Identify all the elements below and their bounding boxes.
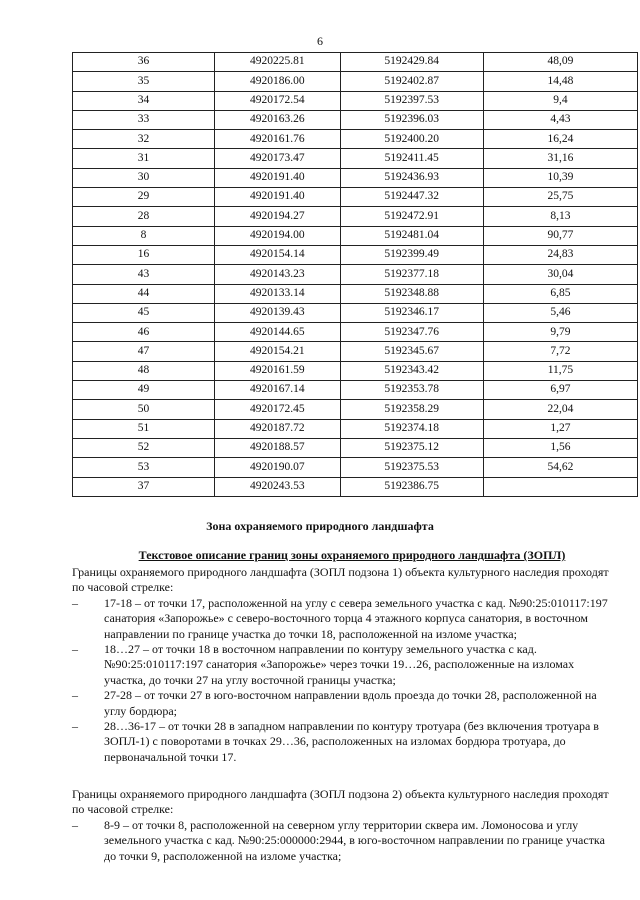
y-coordinate-cell: 5192436.93 (340, 168, 483, 187)
table-row (73, 400, 638, 419)
distance-cell: 48,09 (483, 53, 637, 72)
dash-bullet: – (72, 817, 78, 832)
table-row (73, 207, 638, 226)
x-coordinate-cell: 4920154.21 (215, 342, 340, 361)
x-coordinate-cell: 4920188.57 (215, 438, 340, 457)
table-row (73, 72, 638, 91)
point-number-cell: 29 (73, 188, 215, 207)
list-item (72, 688, 612, 719)
distance-cell: 30,04 (483, 265, 637, 284)
x-coordinate-cell: 4920187.72 (215, 419, 340, 438)
list-item (72, 818, 612, 864)
point-number-cell: 48 (73, 361, 215, 380)
y-coordinate-cell: 5192396.03 (340, 110, 483, 129)
dash-bullet: – (72, 595, 78, 610)
table-row (73, 284, 638, 303)
point-number-cell: 16 (73, 245, 215, 264)
y-coordinate-cell: 5192347.76 (340, 323, 483, 342)
dash-bullet: – (72, 719, 78, 734)
table-row (73, 188, 638, 207)
dash-bullet: – (72, 642, 78, 657)
distance-cell: 9,4 (483, 91, 637, 110)
table-row (73, 323, 638, 342)
distance-cell: 10,39 (483, 168, 637, 187)
y-coordinate-cell: 5192400.20 (340, 130, 483, 149)
x-coordinate-cell: 4920144.65 (215, 323, 340, 342)
table-row (73, 91, 638, 110)
table-row (73, 130, 638, 149)
distance-cell: 11,75 (483, 361, 637, 380)
point-number-cell: 43 (73, 265, 215, 284)
coordinates-table (72, 52, 638, 497)
x-coordinate-cell: 4920190.07 (215, 458, 340, 477)
dash-bullet: – (72, 688, 78, 703)
distance-cell: 5,46 (483, 303, 637, 322)
distance-cell (483, 477, 637, 496)
page-number: 6 (317, 34, 323, 48)
distance-cell: 54,62 (483, 458, 637, 477)
point-number-cell: 34 (73, 91, 215, 110)
y-coordinate-cell: 5192345.67 (340, 342, 483, 361)
table-row (73, 53, 638, 72)
y-coordinate-cell: 5192377.18 (340, 265, 483, 284)
x-coordinate-cell: 4920194.27 (215, 207, 340, 226)
distance-cell: 6,85 (483, 284, 637, 303)
list-item-text: 18…27 – от точки 18 в восточном направлении по контуру земельного участка с кад. №90:25:010117:197 санатория «Запорожье» через точки 19…26, расположенные на изломах участка, до точки 27 на углу восточной границы участка; (104, 642, 575, 687)
distance-cell: 4,43 (483, 110, 637, 129)
point-number-cell: 32 (73, 130, 215, 149)
point-number-cell: 51 (73, 419, 215, 438)
table-row (73, 265, 638, 284)
x-coordinate-cell: 4920143.23 (215, 265, 340, 284)
distance-cell: 24,83 (483, 245, 637, 264)
subzone-1-description (72, 565, 612, 765)
list-item-text: 17-18 – от точки 17, расположенной на углу с севера земельного участка с кад. №90:25:010117:197 санатория «Запорожье» с северо-восточного торца 4 этажного корпуса санатория, в восточном направлении по границе участка до точки 18, расположенной на изломе участка; (104, 595, 608, 641)
table-row (73, 226, 638, 245)
y-coordinate-cell: 5192429.84 (340, 53, 483, 72)
point-number-cell: 52 (73, 438, 215, 457)
y-coordinate-cell: 5192374.18 (340, 419, 483, 438)
table-row (73, 438, 638, 457)
subzone-1-list (72, 596, 612, 765)
y-coordinate-cell: 5192386.75 (340, 477, 483, 496)
list-item (72, 596, 612, 642)
table-row (73, 458, 638, 477)
section-title: Зона охраняемого природного ландшафта (206, 519, 434, 533)
point-number-cell: 53 (73, 458, 215, 477)
x-coordinate-cell: 4920133.14 (215, 284, 340, 303)
table-row (73, 168, 638, 187)
x-coordinate-cell: 4920173.47 (215, 149, 340, 168)
distance-cell: 1,56 (483, 438, 637, 457)
x-coordinate-cell: 4920186.00 (215, 72, 340, 91)
y-coordinate-cell: 5192481.04 (340, 226, 483, 245)
x-coordinate-cell: 4920194.00 (215, 226, 340, 245)
y-coordinate-cell: 5192411.45 (340, 149, 483, 168)
y-coordinate-cell: 5192375.12 (340, 438, 483, 457)
y-coordinate-cell: 5192472.91 (340, 207, 483, 226)
y-coordinate-cell: 5192348.88 (340, 284, 483, 303)
x-coordinate-cell: 4920139.43 (215, 303, 340, 322)
subsection-title: Текстовое описание границ зоны охраняемого природного ландшафта (ЗОПЛ) (138, 548, 566, 562)
point-number-cell: 50 (73, 400, 215, 419)
point-number-cell: 30 (73, 168, 215, 187)
point-number-cell: 47 (73, 342, 215, 361)
x-coordinate-cell: 4920225.81 (215, 53, 340, 72)
point-number-cell: 45 (73, 303, 215, 322)
table-row (73, 361, 638, 380)
y-coordinate-cell: 5192399.49 (340, 245, 483, 264)
subzone-1-intro: Границы охраняемого природного ландшафта (ЗОПЛ подзона 1) объекта культурного наследия проходят по часовой стрелке: (72, 565, 609, 595)
subzone-2-intro: Границы охраняемого природного ландшафта (ЗОПЛ подзона 2) объекта культурного наследия проходят по часовой стрелке: (72, 787, 609, 817)
distance-cell: 8,13 (483, 207, 637, 226)
list-item (72, 719, 612, 765)
table-row (73, 419, 638, 438)
list-item-text: 28…36-17 – от точки 28 в западном направлении по контуру тротуара (без включения тротуара в ЗОПЛ-1) с поворотами в точках 29…36, расположенных на изломах бордюра тротуара, до первоначальной точки 17. (104, 719, 599, 764)
list-item-text: 8-9 – от точки 8, расположенной на северном углу территории сквера им. Ломоносова и углу земельного участка с кад. №90:25:000000:2944, в юго-восточном направлении по границе участка до точки 9, расположенной на изломе участка; (104, 817, 605, 863)
point-number-cell: 33 (73, 110, 215, 129)
subzone-2-description (72, 787, 612, 864)
point-number-cell: 46 (73, 323, 215, 342)
distance-cell: 9,79 (483, 323, 637, 342)
table-row (73, 477, 638, 496)
x-coordinate-cell: 4920172.45 (215, 400, 340, 419)
x-coordinate-cell: 4920172.54 (215, 91, 340, 110)
distance-cell: 6,97 (483, 381, 637, 400)
y-coordinate-cell: 5192346.17 (340, 303, 483, 322)
x-coordinate-cell: 4920243.53 (215, 477, 340, 496)
distance-cell: 14,48 (483, 72, 637, 91)
table-row (73, 245, 638, 264)
point-number-cell: 31 (73, 149, 215, 168)
y-coordinate-cell: 5192358.29 (340, 400, 483, 419)
list-item-text: 27-28 – от точки 27 в юго-восточном направлении вдоль проезда до точки 28, расположенной на углу бордюра; (104, 688, 597, 718)
point-number-cell: 49 (73, 381, 215, 400)
table-row (73, 149, 638, 168)
point-number-cell: 35 (73, 72, 215, 91)
y-coordinate-cell: 5192343.42 (340, 361, 483, 380)
x-coordinate-cell: 4920163.26 (215, 110, 340, 129)
point-number-cell: 36 (73, 53, 215, 72)
x-coordinate-cell: 4920191.40 (215, 168, 340, 187)
x-coordinate-cell: 4920154.14 (215, 245, 340, 264)
point-number-cell: 37 (73, 477, 215, 496)
point-number-cell: 8 (73, 226, 215, 245)
distance-cell: 90,77 (483, 226, 637, 245)
x-coordinate-cell: 4920161.76 (215, 130, 340, 149)
table-row (73, 110, 638, 129)
x-coordinate-cell: 4920191.40 (215, 188, 340, 207)
list-item (72, 642, 612, 688)
table-row (73, 303, 638, 322)
y-coordinate-cell: 5192353.78 (340, 381, 483, 400)
x-coordinate-cell: 4920161.59 (215, 361, 340, 380)
y-coordinate-cell: 5192447.32 (340, 188, 483, 207)
table-row (73, 342, 638, 361)
coordinates-table-body (73, 53, 638, 497)
subzone-2-list (72, 818, 612, 864)
distance-cell: 16,24 (483, 130, 637, 149)
y-coordinate-cell: 5192402.87 (340, 72, 483, 91)
distance-cell: 1,27 (483, 419, 637, 438)
distance-cell: 31,16 (483, 149, 637, 168)
x-coordinate-cell: 4920167.14 (215, 381, 340, 400)
distance-cell: 7,72 (483, 342, 637, 361)
point-number-cell: 44 (73, 284, 215, 303)
point-number-cell: 28 (73, 207, 215, 226)
y-coordinate-cell: 5192397.53 (340, 91, 483, 110)
distance-cell: 22,04 (483, 400, 637, 419)
table-row (73, 381, 638, 400)
y-coordinate-cell: 5192375.53 (340, 458, 483, 477)
distance-cell: 25,75 (483, 188, 637, 207)
